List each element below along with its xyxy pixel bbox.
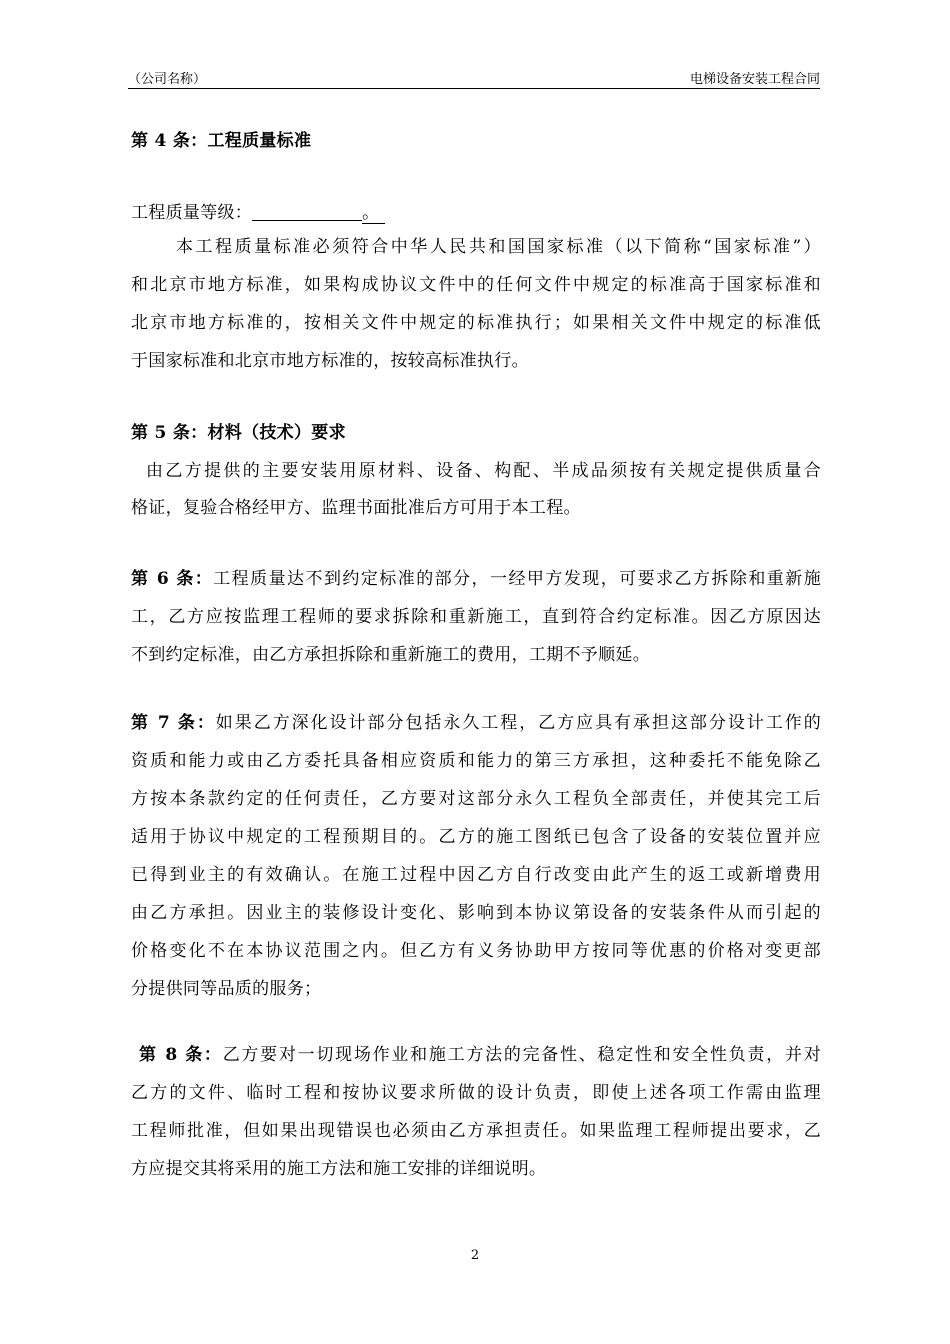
art7-line: 已得到业主的有效确认。在施工过程中因乙方自行改变由此产生的返工或新增费用 (131, 865, 821, 885)
document-title: 电梯设备安装工程合同 (689, 72, 820, 87)
article-5-title: 第 5 条：材料（技术）要求 (131, 423, 346, 443)
art4-line: 本工程质量标准必须符合中华人民共和国国家标准（以下简称“国家标准”） (176, 237, 821, 257)
quality-grade-label: 工程质量等级： (131, 203, 253, 223)
art6-line: 工，乙方应按监理工程师的要求拆除和重新施工，直到符合约定标准。因乙方原因达 (131, 607, 821, 627)
art6-first-line (131, 568, 821, 590)
art7-line: 方按本条款约定的任何责任，乙方要对这部分永久工程负全部责任，并使其完工后 (131, 789, 821, 809)
art7-line: 分提供同等品质的服务； (131, 979, 322, 999)
art7-first-line (131, 712, 821, 734)
article-6-label: 第 6 条： (131, 569, 214, 589)
article-7-label: 第 7 条： (131, 713, 216, 733)
art4-line: 于国家标准和北京市地方标准的，按较高标准执行。 (131, 351, 529, 371)
page-header (128, 66, 820, 89)
art7-first-text: 如果乙方深化设计部分包括永久工程，乙方应具有承担这部分设计工作的 (215, 713, 821, 733)
art8-line: 方应提交其将采用的施工方法和施工安排的详细说明。 (131, 1159, 547, 1179)
quality-grade-line (131, 202, 821, 224)
art7-line: 价格变化不在本协议范围之内。但乙方有义务协助甲方按同等优惠的价格对变更部 (131, 941, 821, 961)
article-8-label: 第 8 条： (139, 1045, 223, 1065)
art8-first-line (139, 1044, 821, 1066)
quality-grade-blank (252, 204, 362, 221)
art6-line: 不到约定标准，由乙方承担拆除和重新施工的费用，工期不予顺延。 (131, 645, 650, 665)
art8-first-text: 乙方要对一切现场作业和施工方法的完备性、稳定性和安全性负责，并对 (222, 1045, 821, 1065)
article-4-title: 第 4 条：工程质量标准 (131, 131, 312, 151)
art8-line: 乙方的文件、临时工程和按协议要求所做的设计负责，即使上述各项工作需由监理 (131, 1083, 821, 1103)
art7-line: 资质和能力或由乙方委托具备相应资质和能力的第三方承担，这种委托不能免除乙 (131, 751, 821, 771)
page-number: 2 (470, 1248, 480, 1263)
quality-grade-end: 。 (362, 203, 385, 224)
art4-line: 和北京市地方标准，如果构成协议文件中的任何文件中规定的标准高于国家标准和 (131, 275, 821, 295)
art7-line: 适用于协议中规定的工程预期目的。乙方的施工图纸已包含了设备的安装位置并应 (131, 827, 821, 847)
art8-line: 工程师批准，但如果出现错误也必须由乙方承担责任。如果监理工程师提出要求，乙 (131, 1121, 821, 1141)
art5-line: 格证，复验合格经甲方、监理书面批准后方可用于本工程。 (131, 498, 581, 518)
art5-line: 由乙方提供的主要安装用原材料、设备、构配、半成品须按有关规定提供质量合 (146, 461, 821, 481)
company-name: （公司名称） (128, 72, 207, 87)
art7-line: 由乙方承担。因业主的装修设计变化、影响到本协议第设备的安装条件从而引起的 (131, 903, 821, 923)
art4-line: 北京市地方标准的，按相关文件中规定的标准执行；如果相关文件中规定的标准低 (131, 313, 821, 333)
art6-first-text: 工程质量达不到约定标准的部分，一经甲方发现，可要求乙方拆除和重新施 (213, 569, 821, 589)
